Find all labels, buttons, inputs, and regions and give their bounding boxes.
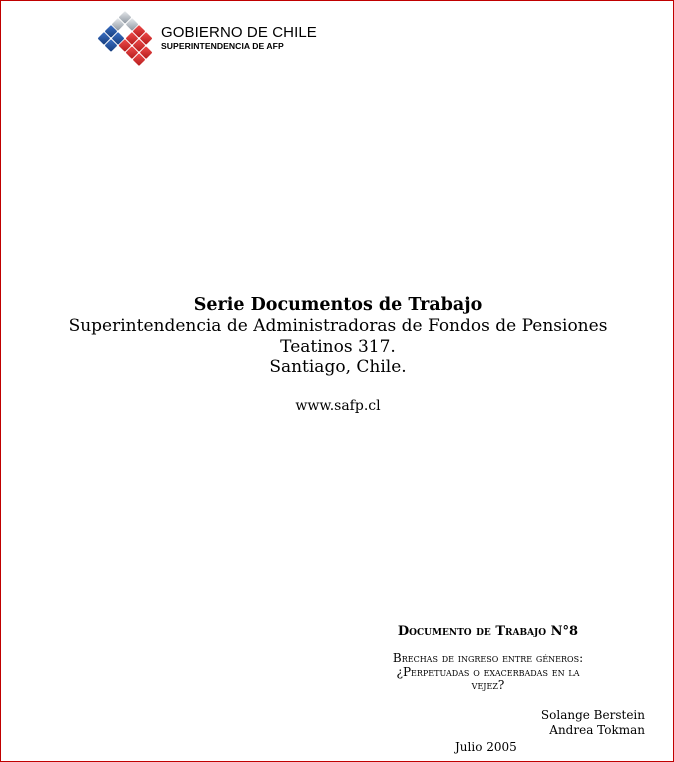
website-link[interactable]: www.safp.cl (295, 397, 381, 414)
publication-date: Julio 2005 (455, 740, 517, 754)
institution-name: Superintendencia de Administradoras de Fondos de Pensiones (68, 316, 608, 336)
author-name: Andrea Tokman (549, 723, 645, 737)
document-title-line: vejez? (471, 678, 505, 692)
series-title: Serie Documentos de Trabajo (193, 295, 483, 315)
cover-center-block (1, 295, 674, 415)
document-title (357, 652, 619, 693)
document-title-line: ¿Perpetuadas o exacerbadas en la (396, 664, 580, 679)
logo-text (161, 25, 317, 51)
address-line: Teatinos 317. (280, 336, 396, 357)
logo-subtitle: SUPERINTENDENCIA DE AFP (161, 41, 284, 51)
document-title-line: Brechas de ingreso entre géneros: (392, 651, 584, 665)
chile-diamond-logo-icon (89, 7, 161, 79)
author-name: Solange Berstein (540, 708, 645, 722)
government-logo (89, 7, 329, 79)
document-number (341, 624, 635, 640)
document-number-label: Documento de Trabajo N°8 (397, 624, 579, 639)
logo-title: GOBIERNO DE CHILE (161, 24, 317, 41)
city-line: Santiago, Chile. (269, 357, 407, 377)
authors (541, 708, 645, 738)
